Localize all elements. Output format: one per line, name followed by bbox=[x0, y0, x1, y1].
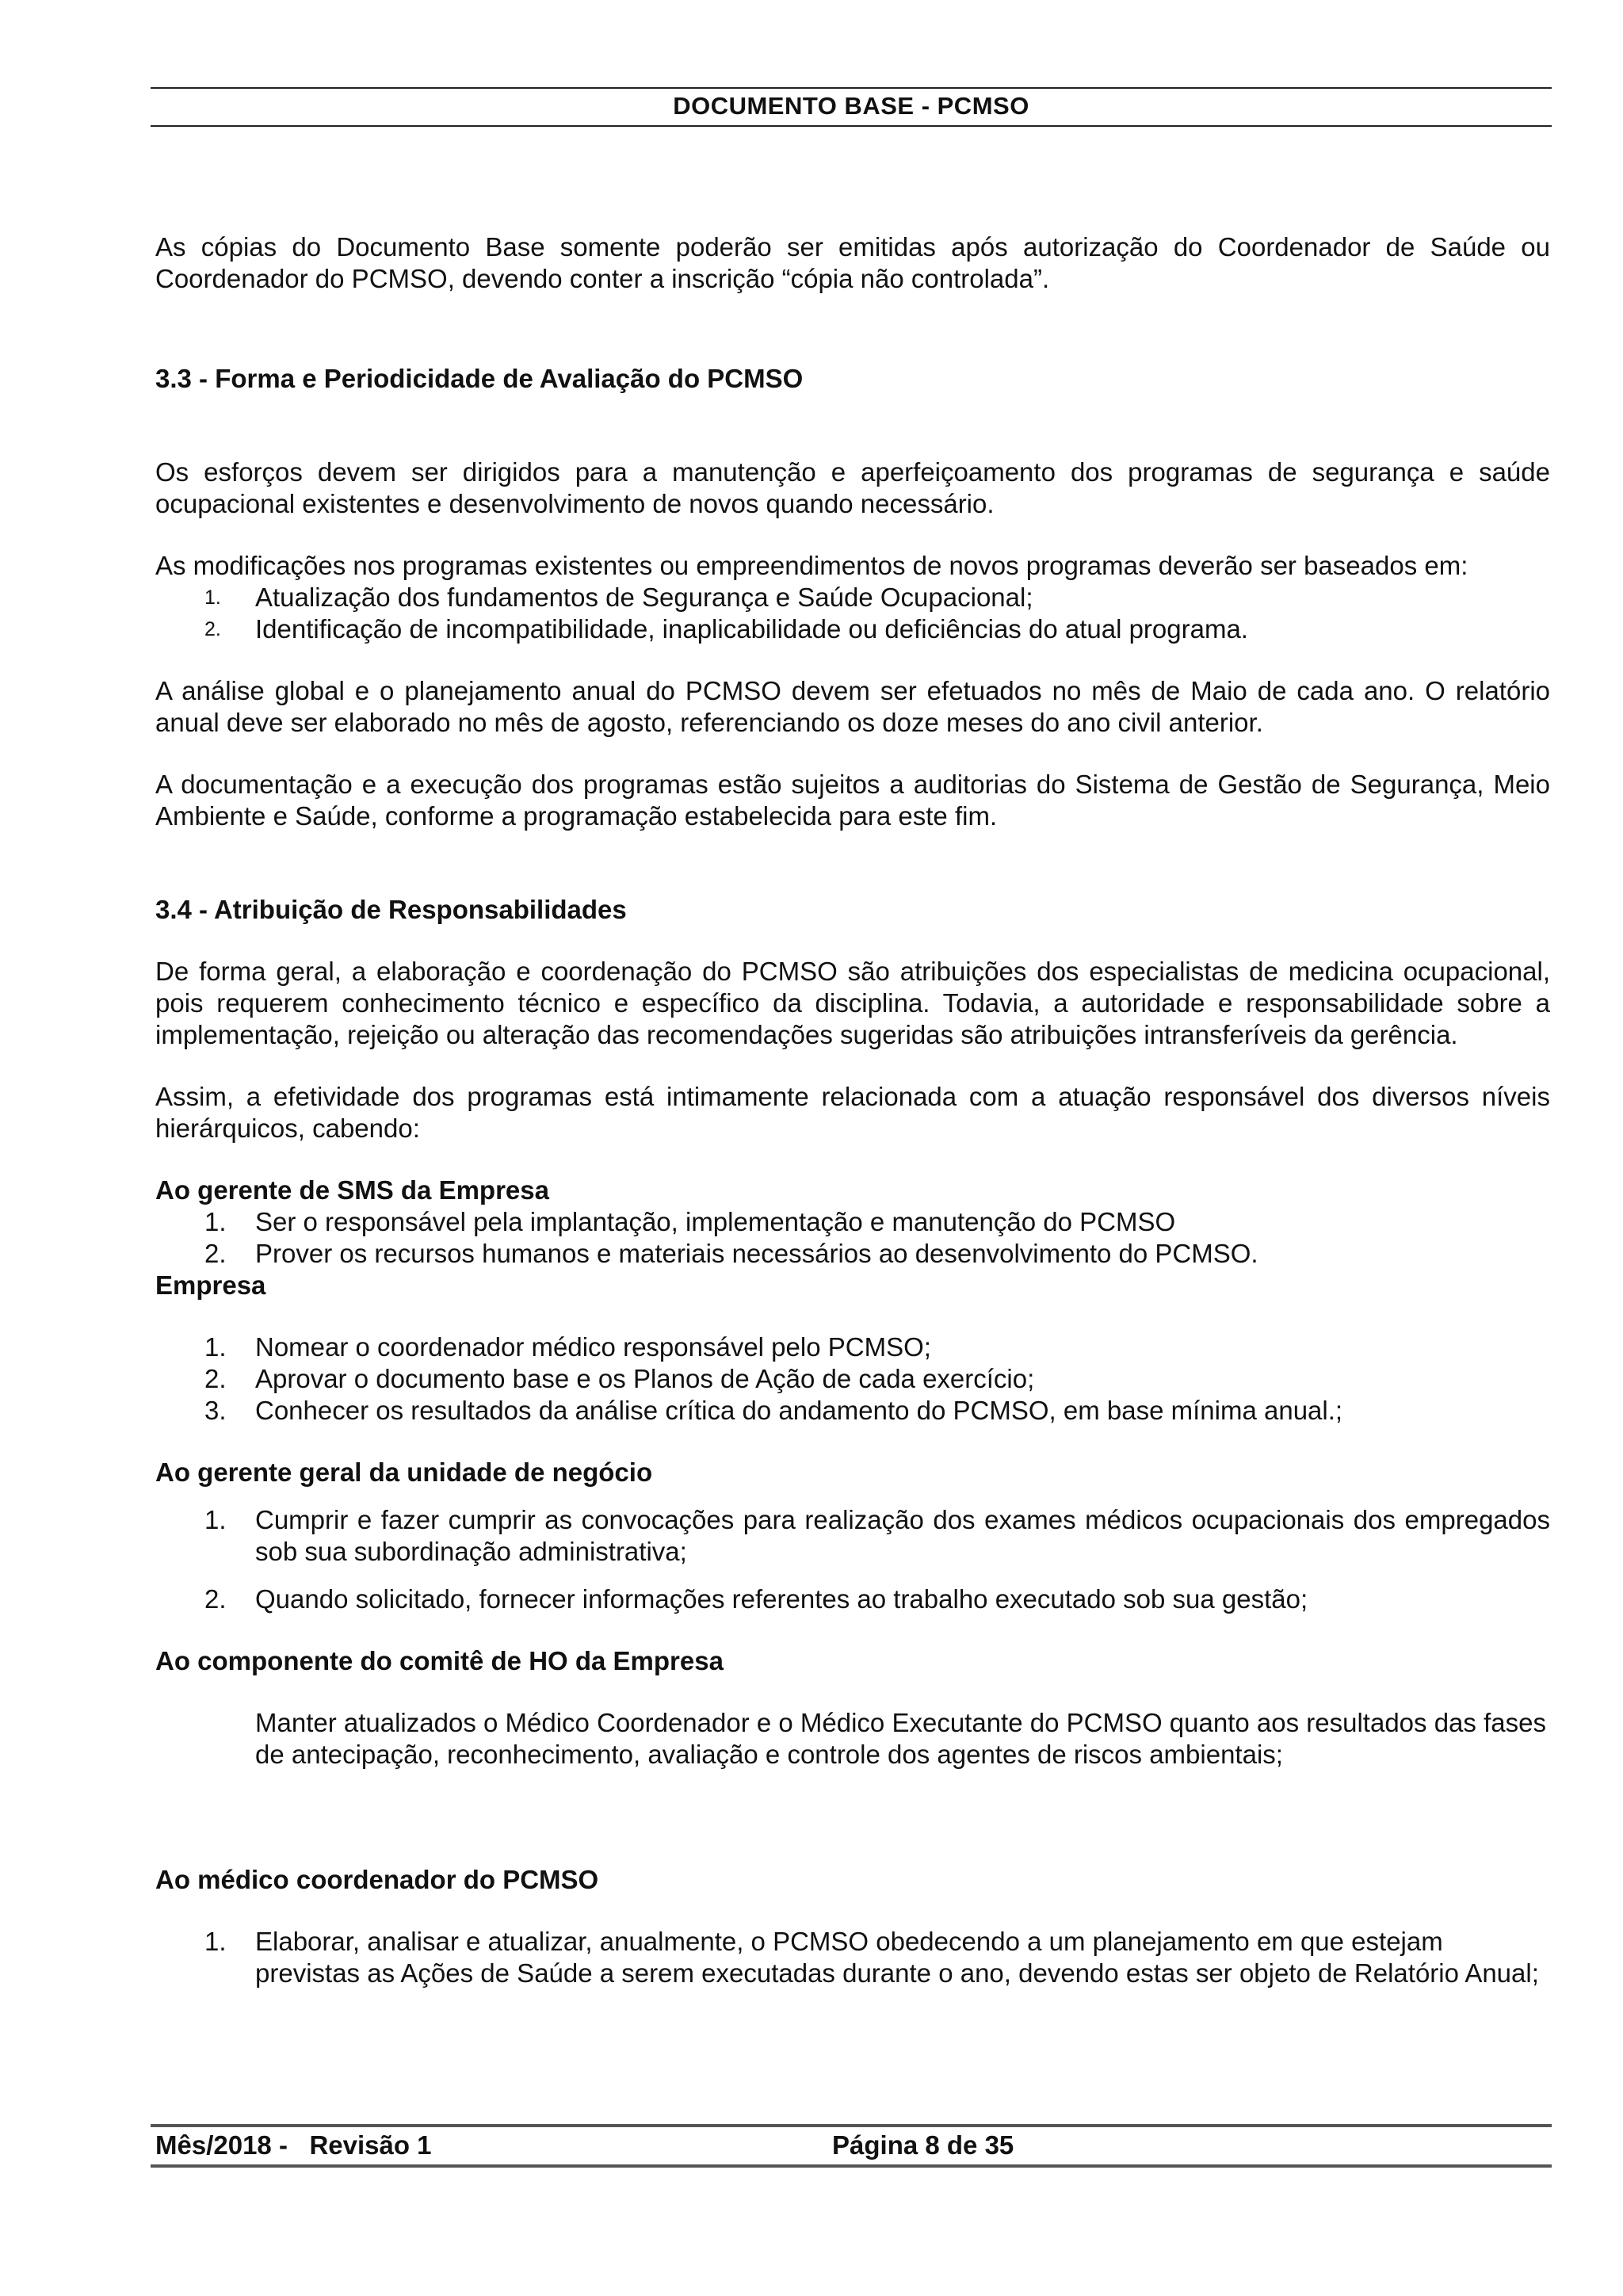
header-title: DOCUMENTO BASE - PCMSO bbox=[673, 92, 1029, 120]
list-text: Elaborar, analisar e atualizar, anualmente, o PCMSO obedecendo a um planejamento em que estejam previstas as Ações de Saúde a serem executadas durante o ano, devendo estas ser objeto de Relatório Anual; bbox=[255, 1927, 1539, 1988]
list-item bbox=[155, 1363, 1550, 1395]
list-number: 2. bbox=[204, 1584, 227, 1614]
list-text: Nomear o coordenador médico responsável pelo PCMSO; bbox=[255, 1332, 931, 1362]
list-item bbox=[155, 613, 1550, 645]
list-text: Prover os recursos humanos e materiais necessários ao desenvolvimento do PCMSO. bbox=[255, 1239, 1258, 1268]
list-text: Ser o responsável pela implantação, implementação e manutenção do PCMSO bbox=[255, 1207, 1176, 1236]
list-text: Aprovar o documento base e os Planos de Ação de cada exercício; bbox=[255, 1364, 1035, 1393]
comite-ho-heading: Ao componente do comitê de HO da Empresa bbox=[155, 1646, 724, 1675]
list-number: 2. bbox=[204, 618, 221, 640]
list-number: 1. bbox=[204, 586, 221, 609]
list-item bbox=[155, 1584, 1550, 1615]
gerente-geral-heading: Ao gerente geral da unidade de negócio bbox=[155, 1457, 653, 1487]
list-number: 1. bbox=[204, 1207, 227, 1236]
list-text: Identificação de incompatibilidade, inaplicabilidade ou deficiências do atual programa. bbox=[255, 614, 1248, 644]
section-3-3-paragraph-3: A análise global e o planejamento anual do PCMSO devem ser efetuados no mês de Maio de cada ano. O relatório anual deve ser elaborado no mês de agosto, referenciando os doze meses do ano civil anterior. bbox=[155, 676, 1550, 737]
footer-rule-bottom bbox=[151, 2164, 1552, 2168]
document-body bbox=[155, 231, 1550, 1989]
list-number: 2. bbox=[204, 1364, 227, 1393]
gerente-sms-heading: Ao gerente de SMS da Empresa bbox=[155, 1175, 549, 1205]
list-item bbox=[155, 1206, 1550, 1238]
list-item bbox=[155, 1504, 1550, 1568]
header-rule-top bbox=[151, 87, 1552, 89]
footer-page-number: Página 8 de 35 bbox=[832, 2130, 1014, 2160]
section-3-4-heading: 3.4 - Atribuição de Responsabilidades bbox=[155, 895, 627, 924]
list-item bbox=[155, 1395, 1550, 1427]
gerente-geral-list bbox=[155, 1504, 1550, 1615]
list-item bbox=[155, 1331, 1550, 1363]
footer-revision: Mês/2018 - Revisão 1 bbox=[155, 2130, 432, 2160]
list-item bbox=[155, 582, 1550, 613]
list-number: 1. bbox=[204, 1332, 227, 1362]
comite-ho-paragraph: Manter atualizados o Médico Coordenador e o Médico Executante do PCMSO quanto aos resultados das fases de antecipação, reconhecimento, avaliação e controle dos agentes de riscos ambientais; bbox=[255, 1708, 1546, 1769]
header-rule-bottom bbox=[151, 125, 1552, 127]
section-3-3-paragraph-1: Os esforços devem ser dirigidos para a manutenção e aperfeiçoamento dos programas de segurança e saúde ocupacional existentes e desenvolvimento de novos quando necessário. bbox=[155, 457, 1550, 518]
list-item bbox=[155, 1926, 1550, 1989]
footer-rule-top bbox=[151, 2124, 1552, 2127]
medico-coordenador-list bbox=[155, 1926, 1550, 1989]
list-number: 1. bbox=[204, 1927, 227, 1956]
list-text: Conhecer os resultados da análise crítica do andamento do PCMSO, em base mínima anual.; bbox=[255, 1396, 1343, 1425]
section-3-4-paragraph-1: De forma geral, a elaboração e coordenação do PCMSO são atribuições dos especialistas de medicina ocupacional, pois requerem conhecimento técnico e específico da disciplina. Todavia, a autoridade e responsabilidade sobre a implementação, rejeição ou alteração das recomendações sugeridas são atribuições intransferíveis da gerência. bbox=[155, 957, 1550, 1049]
medico-coordenador-heading: Ao médico coordenador do PCMSO bbox=[155, 1865, 599, 1894]
list-number: 1. bbox=[204, 1505, 227, 1534]
gerente-sms-list bbox=[155, 1206, 1550, 1270]
empresa-heading: Empresa bbox=[155, 1270, 266, 1300]
section-3-4-paragraph-2: Assim, a efetividade dos programas está intimamente relacionada com a atuação responsável dos diversos níveis hierárquicos, cabendo: bbox=[155, 1082, 1550, 1143]
list-item bbox=[155, 1238, 1550, 1270]
section-3-3-list bbox=[155, 582, 1550, 645]
list-text: Quando solicitado, fornecer informações referentes ao trabalho executado sob sua gestão; bbox=[255, 1584, 1308, 1614]
list-text: Atualização dos fundamentos de Segurança e Saúde Ocupacional; bbox=[255, 583, 1033, 612]
list-number: 3. bbox=[204, 1396, 227, 1425]
section-3-3-paragraph-2: As modificações nos programas existentes ou empreendimentos de novos programas deverão ser baseados em: bbox=[155, 551, 1468, 580]
list-number: 2. bbox=[204, 1239, 227, 1268]
section-3-3-heading: 3.3 - Forma e Periodicidade de Avaliação do PCMSO bbox=[155, 364, 804, 393]
intro-paragraph: As cópias do Documento Base somente poderão ser emitidas após autorização do Coordenador de Saúde ou Coordenador do PCMSO, devendo conter a inscrição “cópia não controlada”. bbox=[155, 232, 1550, 293]
empresa-list bbox=[155, 1331, 1550, 1427]
section-3-3-paragraph-4: A documentação e a execução dos programas estão sujeitos a auditorias do Sistema de Gestão de Segurança, Meio Ambiente e Saúde, conforme a programação estabelecida para este fim. bbox=[155, 770, 1550, 831]
list-text: Cumprir e fazer cumprir as convocações para realização dos exames médicos ocupacionais dos empregados sob sua subordinação administrativa; bbox=[255, 1505, 1550, 1566]
